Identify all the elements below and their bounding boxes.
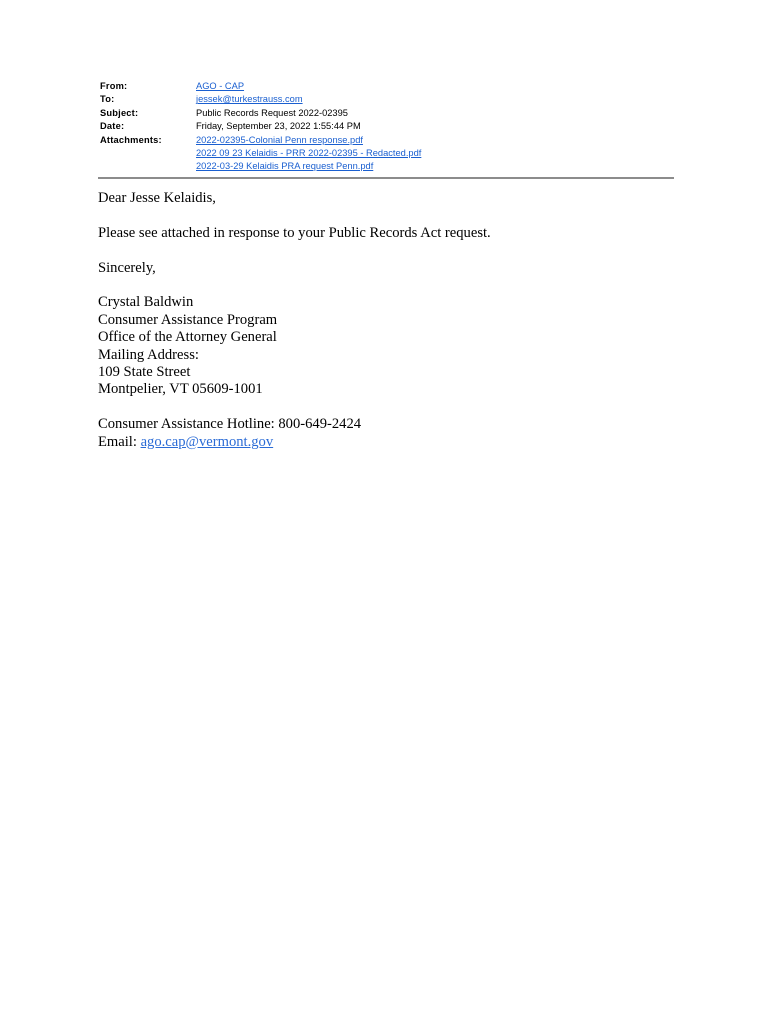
from-link[interactable]: AGO - CAP <box>196 81 245 91</box>
subject-value: Public Records Request 2022-02395 <box>196 107 348 118</box>
date-label: Date: <box>100 121 125 132</box>
to-label: To: <box>100 94 115 105</box>
signature-city: Montpelier, VT 05609-1001 <box>98 381 263 398</box>
signature-block <box>98 294 491 398</box>
contact-block <box>98 416 491 451</box>
hotline: Consumer Assistance Hotline: 800-649-2424 <box>98 416 362 433</box>
closing: Sincerely, <box>98 259 156 276</box>
email-body <box>98 190 491 468</box>
header-row-from <box>100 80 421 93</box>
signature-street: 109 State Street <box>98 364 191 381</box>
attachments-label: Attachments: <box>100 134 162 145</box>
header-row-to <box>100 93 421 106</box>
greeting: Dear Jesse Kelaidis, <box>98 190 216 206</box>
attachment-link[interactable]: 2022-02395-Colonial Penn response.pdf <box>196 134 363 145</box>
from-label: From: <box>100 81 128 91</box>
header-row-date <box>100 120 421 133</box>
subject-label: Subject: <box>100 107 139 118</box>
email-link[interactable]: ago.cap@vermont.gov <box>140 433 274 450</box>
email-label: Email: <box>98 433 141 450</box>
date-value: Friday, September 23, 2022 1:55:44 PM <box>196 121 361 132</box>
signature-mailing-label: Mailing Address: <box>98 346 199 363</box>
signature-name: Crystal Baldwin <box>98 294 194 311</box>
header-row-attachments <box>100 134 421 174</box>
header-row-subject <box>100 107 421 120</box>
attachment-link[interactable]: 2022-03-29 Kelaidis PRA request Penn.pdf <box>196 161 374 172</box>
signature-office: Office of the Attorney General <box>98 329 277 346</box>
attachments-list <box>196 134 421 174</box>
to-link[interactable]: jessek@turkestrauss.com <box>196 94 303 105</box>
email-header <box>100 80 421 174</box>
header-divider <box>98 177 674 179</box>
attachment-link[interactable]: 2022 09 23 Kelaidis - PRR 2022-02395 - Redacted.pdf <box>196 147 422 158</box>
signature-program: Consumer Assistance Program <box>98 311 278 328</box>
message: Please see attached in response to your Public Records Act request. <box>98 224 491 241</box>
email-line <box>98 434 491 451</box>
